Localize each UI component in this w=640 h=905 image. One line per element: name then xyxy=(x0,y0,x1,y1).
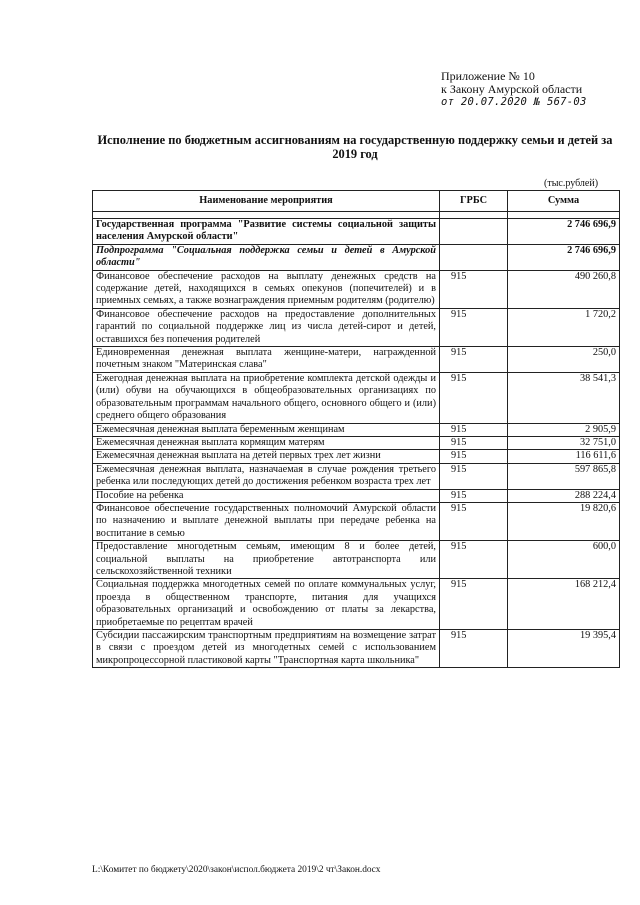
appendix-law: к Закону Амурской области xyxy=(441,82,583,96)
row-name: Ежемесячная денежная выплата беременным женщинам xyxy=(93,423,440,436)
table-row xyxy=(93,579,620,630)
header-sum: Сумма xyxy=(508,191,620,212)
subprogram-sum: 2 746 696,9 xyxy=(508,244,620,270)
row-sum: 597 865,8 xyxy=(508,463,620,489)
program-grbs xyxy=(440,219,508,245)
row-grbs: 915 xyxy=(440,489,508,502)
row-grbs: 915 xyxy=(440,450,508,463)
table-row xyxy=(93,630,620,668)
row-grbs: 915 xyxy=(440,579,508,630)
row-name: Пособие на ребенка xyxy=(93,489,440,502)
subprogram-name: Подпрограмма "Социальная поддержка семьи и детей в Амурской области" xyxy=(93,244,440,270)
row-grbs: 915 xyxy=(440,423,508,436)
document-title: Исполнение по бюджетным ассигнованиям на государственную поддержку семьи и детей за 2019 год xyxy=(97,133,613,161)
program-sum: 2 746 696,9 xyxy=(508,219,620,245)
budget-table xyxy=(92,190,620,668)
row-grbs: 915 xyxy=(440,270,508,308)
row-grbs: 915 xyxy=(440,630,508,668)
row-sum: 116 611,6 xyxy=(508,450,620,463)
table-header-row xyxy=(93,191,620,212)
table-row xyxy=(93,372,620,423)
program-name: Государственная программа "Развитие системы социальной защиты населения Амурской области" xyxy=(93,219,440,245)
row-sum: 19 395,4 xyxy=(508,630,620,668)
table-row xyxy=(93,270,620,308)
table-row xyxy=(93,502,620,540)
row-grbs: 915 xyxy=(440,347,508,373)
row-grbs: 915 xyxy=(440,463,508,489)
row-grbs: 915 xyxy=(440,308,508,346)
appendix-number: Приложение № 10 xyxy=(441,69,535,83)
table-row xyxy=(93,463,620,489)
row-sum: 1 720,2 xyxy=(508,308,620,346)
table-row xyxy=(93,489,620,502)
table-row xyxy=(93,308,620,346)
table-row xyxy=(93,347,620,373)
appendix-block xyxy=(441,70,587,109)
row-sum: 490 260,8 xyxy=(508,270,620,308)
spacer-row xyxy=(93,212,620,219)
units-label: (тыс.рублей) xyxy=(544,178,599,189)
subprogram-row xyxy=(93,244,620,270)
row-name: Социальная поддержка многодетных семей по оплате коммунальных услуг, проезда в общественном транспорте, питания для учащихся образовательных организаций и освобождению от платы за лекарства, приобретаемые по рецептам врачей xyxy=(93,579,440,630)
row-sum: 2 905,9 xyxy=(508,423,620,436)
row-grbs: 915 xyxy=(440,502,508,540)
header-grbs: ГРБС xyxy=(440,191,508,212)
row-name: Ежемесячная денежная выплата, назначаемая в случае рождения третьего ребенка или последующих детей до достижения ребенком возраста трех лет xyxy=(93,463,440,489)
row-grbs: 915 xyxy=(440,372,508,423)
table-row xyxy=(93,436,620,449)
table-row xyxy=(93,541,620,579)
table-row xyxy=(93,450,620,463)
row-grbs: 915 xyxy=(440,541,508,579)
row-sum: 288 224,4 xyxy=(508,489,620,502)
row-name: Предоставление многодетным семьям, имеющим 8 и более детей, социальной выплаты на приобретение автотранспорта или сельскохозяйственной техники xyxy=(93,541,440,579)
row-name: Финансовое обеспечение расходов на выплату денежных средств на содержание детей, находящихся в семьях опекунов (попечителей) и в приемных семьях, а также вознаграждения приемным родителям (родителю) xyxy=(93,270,440,308)
subprogram-grbs xyxy=(440,244,508,270)
row-grbs: 915 xyxy=(440,436,508,449)
table-row xyxy=(93,423,620,436)
row-name: Финансовое обеспечение расходов на предоставление дополнительных гарантий по социальной поддержке лиц из числа детей-сирот и детей, оставшихся без попечения родителей xyxy=(93,308,440,346)
appendix-date-handwritten: от 20.07.2020 № 567-03 xyxy=(441,96,587,108)
file-path-footer: L:\Комитет по бюджету\2020\закон\испол.бюджета 2019\2 чт\Закон.docx xyxy=(92,865,381,875)
row-name: Ежемесячная денежная выплата кормящим матерям xyxy=(93,436,440,449)
row-sum: 250,0 xyxy=(508,347,620,373)
row-name: Ежемесячная денежная выплата на детей первых трех лет жизни xyxy=(93,450,440,463)
row-name: Субсидии пассажирским транспортным предприятиям на возмещение затрат в связи с проездом детей из многодетных семей с использованием микропроцессорной пластиковой карты "Транспортная карта школьника" xyxy=(93,630,440,668)
row-name: Ежегодная денежная выплата на приобретение комплекта детской одежды и (или) обуви на обучающихся в общеобразовательных организациях по образовательным программам начального общего, основного общего и (или) среднего общего образования xyxy=(93,372,440,423)
program-row xyxy=(93,219,620,245)
row-name: Финансовое обеспечение государственных полномочий Амурской области по назначению и выплате денежной выплаты при передаче ребенка на воспитание в семью xyxy=(93,502,440,540)
row-sum: 19 820,6 xyxy=(508,502,620,540)
header-name: Наименование мероприятия xyxy=(93,191,440,212)
row-sum: 38 541,3 xyxy=(508,372,620,423)
row-sum: 32 751,0 xyxy=(508,436,620,449)
row-sum: 168 212,4 xyxy=(508,579,620,630)
row-sum: 600,0 xyxy=(508,541,620,579)
row-name: Единовременная денежная выплата женщине-матери, награжденной почетным знаком "Материнская слава" xyxy=(93,347,440,373)
